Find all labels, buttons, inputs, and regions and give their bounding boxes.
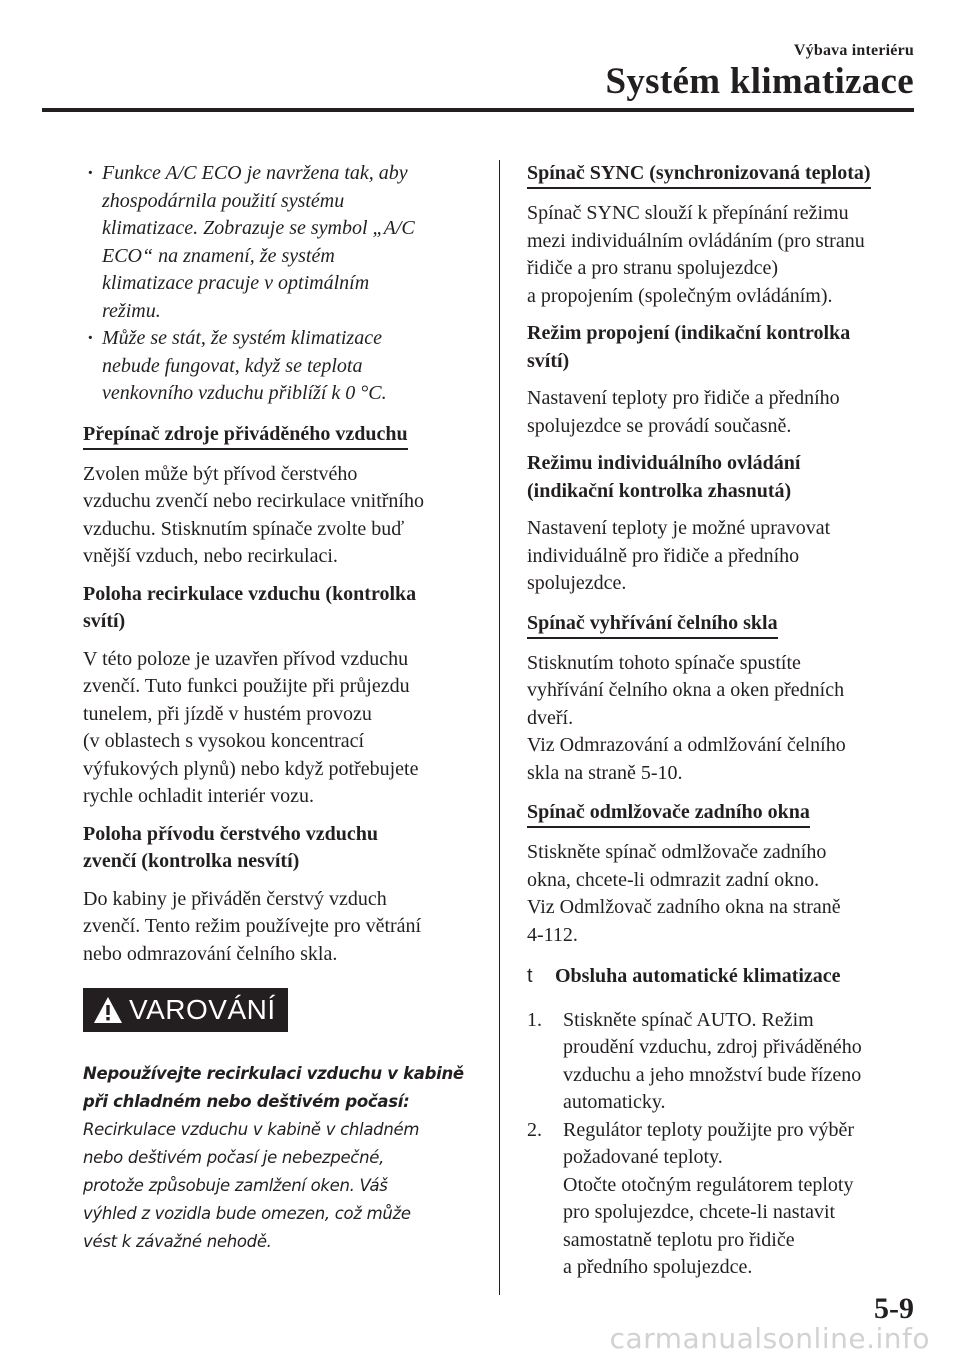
- step-item: 2. Regulátor teploty použijte pro výběr požadované teploty. Otočte otočným regulátorem teploty pro spolujezdce, chcete-li nastavit samostatně teplotu pro řidiče a předního spolujezdce.: [527, 1118, 855, 1278]
- warning-body: Recirkulace vzduchu v kabině v chladném nebo deštivém počasí je nebezpečné, protože způsobuje zamlžení oken. Váš výhled z vozidla bude omezen, což může vést k závažné nehodě.: [83, 1120, 420, 1251]
- subheading-auto-climate: [527, 963, 919, 991]
- paragraph-windshield-heater: Stisknutím tohoto spínače spustíte vyhřívání čelního okna a oken předních dveří. Viz Odmrazování a odmlžování čelního skla na straně 5-10.: [527, 651, 846, 784]
- warning-triangle-icon: [93, 996, 123, 1024]
- bullet-line: Může se stát, že systém klimatizace: [102, 327, 382, 349]
- paragraph-air-source: Zvolen může být přívod čerstvého vzduchu zvenčí nebo recirkulace vnitřního vzduchu. Stisknutím spínače zvolte buď vnější vzduch, nebo recirkulaci.: [83, 462, 424, 567]
- bullet-line: nebude fungovat, když se teplota: [102, 354, 363, 377]
- warning-label: VAROVÁNÍ: [129, 994, 276, 1025]
- header-section: Výbava interiéru: [793, 42, 914, 59]
- paragraph-recirculation: V této poloze je uzavřen přívod vzduchu zvenčí. Tuto funkci použijte při průjezdu tunelem, při jízdě v hustém provozu (v oblastech s vysokou koncentrací výfukových plynů) nebo když potřebujete rychle ochladit interiér vozu.: [83, 647, 419, 807]
- step-number: 2.: [527, 1118, 542, 1141]
- paragraph-linked-mode: Nastavení teploty pro řidiče a předního spolujezdce se provádí současně.: [527, 387, 840, 437]
- column-divider: [499, 160, 500, 1295]
- header-rule: [42, 108, 914, 112]
- bullet-line: klimatizace. Zobrazuje se symbol „A/C: [102, 217, 415, 239]
- bullet-item: [83, 160, 473, 325]
- heading-windshield-heater: Spínač vyhřívání čelního skla: [527, 610, 778, 639]
- bullet-line: režimu.: [102, 299, 161, 322]
- page-number: 5-9: [874, 1292, 914, 1325]
- bullet-dot: ·: [87, 327, 94, 349]
- step-item: 1. Stiskněte spínač AUTO. Režim proudění vzduchu, zdroj přiváděného vzduchu a jeho množství bude řízeno automaticky.: [527, 1008, 862, 1113]
- heading-air-source: Přepínač zdroje přiváděného vzduchu: [83, 421, 408, 450]
- paragraph-rear-defogger: Stiskněte spínač odmlžovače zadního okna, chcete-li odmrazit zadní okno. Viz Odmlžovač zadního okna na straně 4-112.: [527, 841, 841, 946]
- heading-fresh-air: Poloha přívodu čerstvého vzduchu zvenčí (kontrolka nesvítí): [83, 822, 379, 872]
- paragraph-individual-mode: Nastavení teploty je možné upravovat individuálně pro řidiče a předního spolujezdce.: [527, 517, 831, 594]
- warning-heading: Nepoužívejte recirkulaci vzduchu v kabině při chladném nebo deštivém počasí:: [83, 1064, 464, 1111]
- bullet-item: [83, 325, 473, 408]
- page-title: Systém klimatizace: [605, 61, 914, 102]
- warning-badge: [83, 988, 288, 1032]
- paragraph-sync: Spínač SYNC slouží k přepínání režimu mezi individuálním ovládáním (pro stranu řidiče a pro stranu spolujezdce) a propojením (společným ovládáním).: [527, 202, 865, 307]
- heading-individual-mode: Režimu individuálního ovládání (indikační kontrolka zhasnutá): [527, 452, 801, 502]
- left-column: [83, 160, 473, 1256]
- paragraph-fresh-air: Do kabiny je přiváděn čerstvý vzduch zvenčí. Tento režim používejte pro větrání nebo odmrazování čelního skla.: [83, 887, 422, 965]
- heading-sync: Spínač SYNC (synchronizovaná teplota): [527, 160, 871, 189]
- section-marker: t: [527, 965, 533, 987]
- right-column: [527, 160, 919, 1282]
- watermark: carmanualsonline.info: [609, 1322, 930, 1355]
- bullet-line: ECO“ na znamení, že systém: [102, 244, 335, 267]
- bullet-dot: ·: [87, 162, 94, 184]
- step-number: 1.: [527, 1008, 542, 1031]
- heading-linked-mode: Režim propojení (indikační kontrolka svítí): [527, 322, 851, 372]
- subheading-text: Obsluha automatické klimatizace: [555, 965, 841, 987]
- bullet-line: klimatizace pracuje v optimálním: [102, 272, 370, 294]
- bullet-line: zhospodárnila použití systému: [102, 189, 345, 212]
- eco-bullets: [83, 160, 473, 408]
- heading-rear-defogger: Spínač odmlžovače zadního okna: [527, 799, 810, 828]
- heading-recirculation: Poloha recirkulace vzduchu (kontrolka svítí): [83, 582, 417, 632]
- bullet-line: venkovního vzduchu přiblíží k 0 °C.: [102, 382, 387, 404]
- bullet-line: Funkce A/C ECO je navržena tak, aby: [102, 162, 408, 184]
